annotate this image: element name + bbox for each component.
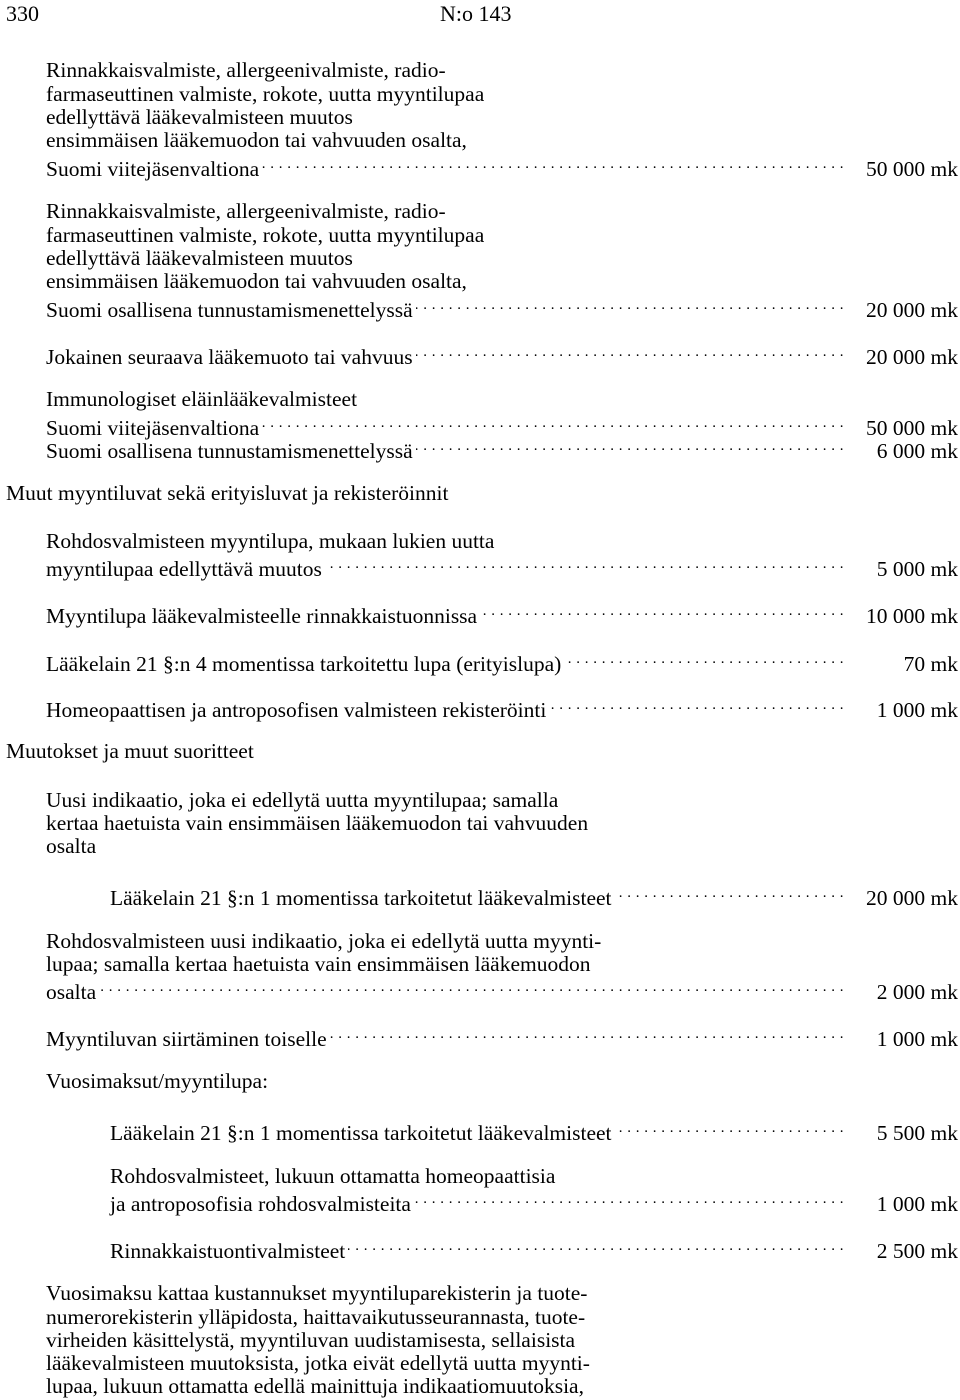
fee-amount: 1 000 mk [876,1027,958,1051]
note-line: numerorekisterin ylläpidosta, haittavaikutusseurannasta, tuote- [46,1305,586,1329]
dot-leader [325,552,844,576]
fee-amount: 10 000 mk [866,604,958,628]
fee-row [46,434,958,463]
fee-label: Lääkelain 21 §:n 1 momentissa tarkoitetut lääkevalmisteet [110,1121,612,1145]
dot-leader [416,293,844,317]
fee-row-new-indication [110,881,958,910]
dot-leader [416,434,844,458]
entry-text-line: Rinnakkaisvalmiste, allergeenivalmiste, radio- [46,58,446,82]
fee-label: Suomi osallisena tunnustamismenettelyssä [46,439,413,463]
note-line: lääkevalmisteen muutoksista, jotka eivät edellytä uutta myynti- [46,1351,590,1375]
fee-amount: 1 000 mk [876,698,958,722]
fee-label: Suomi viitejäsenvaltiona [46,416,260,440]
fee-amount: 20 000 mk [866,345,958,369]
entry-text-line: farmaseuttinen valmiste, rokote, uutta myyntilupaa [46,223,485,247]
entry-text-line: Rohdosvalmisteen myyntilupa, mukaan lukien uutta [46,529,495,553]
fee-row [46,411,958,440]
fee-amount: 2 500 mk [876,1239,958,1263]
fee-amount: 6 000 mk [876,439,958,463]
dot-leader [416,340,844,364]
fee-amount: 20 000 mk [866,886,958,910]
fee-amount: 20 000 mk [866,298,958,322]
dot-leader [414,1187,844,1211]
fee-amount: 5 000 mk [876,557,958,581]
entry-text-line: lupaa; samalla kertaa haetuista vain ensimmäisen lääkemuodon [46,952,591,976]
section-title: Muutokset ja muut suoritteet [6,739,254,763]
fee-label: Suomi viitejäsenvaltiona [46,157,260,181]
fee-amount: 50 000 mk [866,157,958,181]
dot-leader [262,152,844,176]
fee-label: Homeopaattisen ja antroposofisen valmisteen rekisteröinti [46,698,547,722]
fee-label: Rinnakkaistuontivalmisteet [110,1239,346,1263]
fee-amount: 2 000 mk [876,980,958,1004]
fee-label: Myyntiluvan siirtäminen toiselle [46,1027,327,1051]
dot-leader [564,647,844,671]
dot-leader [615,881,844,905]
entry-heading: Immunologiset eläinlääkevalmisteet [46,387,358,411]
fee-label: myyntilupaa edellyttävä muutos [46,557,322,581]
entry-text-line: farmaseuttinen valmiste, rokote, uutta myyntilupaa [46,82,485,106]
entry-text-line: Rohdosvalmisteen uusi indikaatio, joka ei edellytä uutta myynti- [46,929,602,953]
section-title: Muut myyntiluvat sekä erityisluvat ja rekisteröinnit [6,481,449,505]
dot-leader [348,1234,844,1258]
page-number: 330 [6,1,39,26]
fee-row-parallel-import [46,599,958,628]
fee-label: Lääkelain 21 §:n 1 momentissa tarkoitetut lääkevalmisteet [110,886,612,910]
entry-text-line: ensimmäisen lääkemuodon tai vahvuuden osalta, [46,269,467,293]
fee-row-herbal-indication [46,975,958,1004]
issue-number: N:o 143 [440,1,512,26]
dot-leader [330,1022,844,1046]
entry-text-line: Rohdosvalmisteet, lukuun ottamatta homeopaattisia [110,1164,556,1188]
fee-amount: 1 000 mk [876,1192,958,1216]
dot-leader [480,599,844,623]
fee-row-annual-parallel [110,1234,958,1263]
fee-label: Myyntilupa lääkevalmisteelle rinnakkaistuonnissa [46,604,478,628]
fee-amount: 5 500 mk [876,1121,958,1145]
fee-row-transfer [46,1022,958,1051]
entry-text-line: ensimmäisen lääkemuodon tai vahvuuden osalta, [46,128,467,152]
fee-row-special-permit [46,647,958,676]
note-line: virheiden käsittelystä, myyntiluvan uudistamisesta, sellaisista [46,1328,576,1352]
entry-text-line: Uusi indikaatio, joka ei edellytä uutta myyntilupaa; samalla [46,788,559,812]
entry-text-line: kertaa haetuista vain ensimmäisen lääkemuodon tai vahvuuden [46,811,589,835]
entry-text-line: edellyttävä lääkevalmisteen muutos [46,246,353,270]
fee-label: osalta [46,980,97,1004]
fee-row-annual-herbal [110,1187,958,1216]
fee-amount: 50 000 mk [866,416,958,440]
fee-label: Lääkelain 21 §:n 4 momentissa tarkoitettu lupa (erityislupa) [46,652,562,676]
entry-heading: Vuosimaksut/myyntilupa: [46,1069,269,1093]
fee-row-additional-form [46,340,958,369]
dot-leader [549,693,844,717]
dot-leader [99,975,844,999]
entry-text-line: osalta [46,834,97,858]
fee-amount: 70 mk [903,652,958,676]
dot-leader [262,411,844,435]
fee-row [46,293,958,322]
entry-text-line: edellyttävä lääkevalmisteen muutos [46,105,353,129]
note-line: lupaa, lukuun ottamatta edellä mainittuja indikaatiomuutoksia, [46,1374,584,1398]
fee-row-homeopathic-registration [46,693,958,722]
fee-label: Suomi osallisena tunnustamismenettelyssä [46,298,413,322]
fee-label: Jokainen seuraava lääkemuoto tai vahvuus [46,345,413,369]
fee-label: ja antroposofisia rohdosvalmisteita [110,1192,411,1216]
dot-leader [615,1116,844,1140]
fee-row-herbal-authorisation [46,552,958,581]
entry-text-line: Rinnakkaisvalmiste, allergeenivalmiste, radio- [46,199,446,223]
note-line: Vuosimaksu kattaa kustannukset myyntiluparekisterin ja tuote- [46,1281,588,1305]
fee-row [46,152,958,181]
fee-row-annual-medicinal [110,1116,958,1145]
